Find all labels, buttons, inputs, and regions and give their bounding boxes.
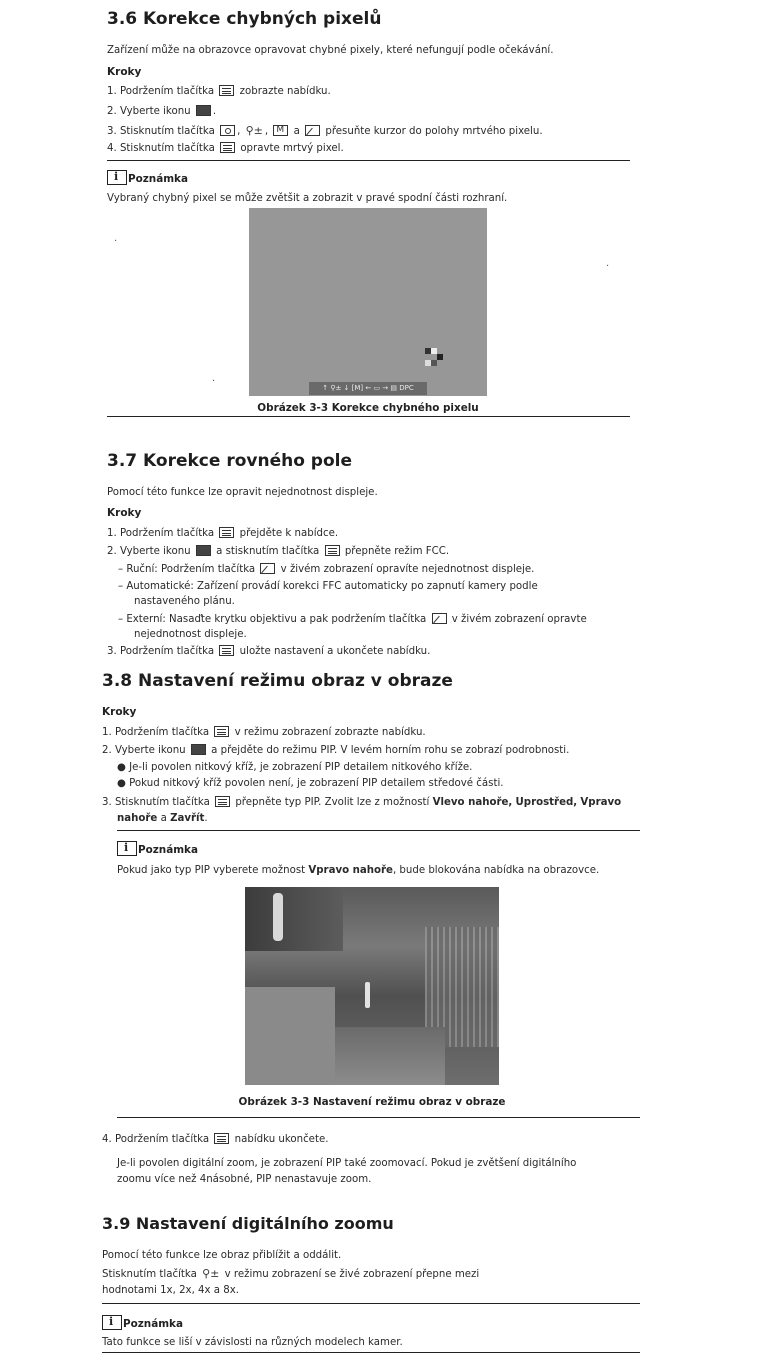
note-header: iPoznámka [102,1312,183,1331]
mode-auto-line1: – Automatické: Zařízení provádí korekci FFC automaticky po zapnutí kamery podle [118,581,538,592]
mode-external: – Externí: Nasaďte krytku objektivu a pak podržením tlačítka v živém zobrazení opravte [118,614,587,625]
divider [117,1117,640,1118]
divider [102,1303,640,1304]
car-shape [245,987,335,1085]
info-icon [117,841,137,856]
edit-button-icon [305,125,320,136]
menu-button-icon [219,85,234,96]
menu-button-icon [220,142,235,153]
divider [107,416,630,417]
zoom-note-line1: Je-li povolen digitální zoom, je zobrazení PIP také zoomovací. Pokud je zvětšení digitálního [117,1158,577,1169]
mode-auto-line2: nastaveného plánu. [134,596,235,607]
edit-button-icon [260,563,275,574]
dead-pixel [437,354,443,360]
steps-label: Kroky [107,66,142,78]
note-text: Pokud jako typ PIP vyberete možnost Vpravo nahoře, bude blokována nabídka na obrazovce. [117,865,600,876]
dpc-screenshot-image [249,208,487,396]
mode-button-icon [273,125,288,136]
section-title-3-6: 3.6 Korekce chybných pixelů [107,9,382,29]
menu-button-icon [214,1133,229,1144]
steps-label: Kroky [107,507,142,519]
person-figure [273,893,283,941]
bullet-1: ● Je-li povolen nitkový kříž, je zobrazení PIP detailem nitkového kříže. [117,762,473,773]
step-3: 3. Stisknutím tlačítka přepněte typ PIP. Zvolit lze z možností Vlevo nahoře, Uprostřed, Vpravo [102,797,622,808]
section-title-3-7: 3.7 Korekce rovného pole [107,451,353,471]
zoom-line: Stisknutím tlačítka ⚲± v režimu zobrazení se živé zobrazení přepne mezi [102,1267,480,1280]
zoom-values-line: hodnotami 1x, 2x, 4x a 8x. [102,1285,240,1296]
step-3: 3. Stisknutím tlačítka , ⚲± , M a přesuňte kurzor do polohy mrtvého pixelu. [107,124,543,138]
zoom-button-icon: ⚲± [245,124,263,137]
step-1: 1. Podržením tlačítka přejděte k nabídce. [107,528,339,539]
step-2: 2. Vyberte ikonu a stisknutím tlačítka přepněte režim FCC. [107,546,450,557]
dead-pixel [431,360,437,366]
step-4: 4. Stisknutím tlačítka opravte mrtvý pixel. [107,143,344,154]
note-header: iPoznámka [107,167,188,186]
step-3-line2: nahoře a Zavřít. [117,813,208,824]
person-figure [365,982,370,1008]
divider [107,160,630,161]
info-icon [107,170,127,185]
note-text: Vybraný chybný pixel se může zvětšit a zobrazit v pravé spodní části rozhraní. [107,193,508,204]
step-1: 1. Podržením tlačítka v režimu zobrazení zobrazte nabídku. [102,727,426,738]
menu-button-icon [215,796,230,807]
step-4: 4. Podržením tlačítka nabídku ukončete. [102,1134,329,1145]
scan-speck: · [212,376,216,387]
menu-button-icon [325,545,340,556]
section-title-3-9: 3.9 Nastavení digitálního zoomu [102,1214,394,1233]
scan-speck: · [606,261,610,272]
mode-manual: – Ruční: Podržením tlačítka v živém zobrazení opravíte nejednotnost displeje. [118,564,535,575]
zoom-note-line2: zoomu více než 4násobné, PIP nenastavuje zoom. [117,1174,372,1185]
figure-caption: Obrázek 3-3 Korekce chybného pixelu [257,402,479,414]
dpc-icon [196,105,211,116]
step-2: 2. Vyberte ikonu . [107,106,217,117]
divider [102,1352,640,1353]
pip-icon [191,744,206,755]
pip-inset-window [245,887,343,951]
menu-button-icon [214,726,229,737]
camera-button-icon [220,125,235,136]
road-shape [335,1027,445,1085]
divider [117,830,640,831]
step-1: 1. Podržením tlačítka zobrazte nabídku. [107,86,331,97]
intro-text: Pomocí této funkce lze obraz přiblížit a oddálit. [102,1250,342,1261]
steps-label: Kroky [102,706,137,718]
step-3: 3. Podržením tlačítka uložte nastavení a ukončete nabídku. [107,646,431,657]
fcc-icon [196,545,211,556]
intro-text: Pomocí této funkce lze opravit nejednotnost displeje. [107,487,378,498]
info-icon [102,1315,122,1330]
pip-thermal-image [245,887,499,1085]
scan-speck: · [114,236,118,247]
edit-button-icon [432,613,447,624]
note-header: iPoznámka [117,838,198,857]
menu-button-icon [219,645,234,656]
zoom-button-icon: ⚲± [202,1267,220,1280]
step-2: 2. Vyberte ikonu a přejděte do režimu PIP. V levém horním rohu se zobrazí podrobnosti. [102,745,570,756]
note-text: Tato funkce se liší v závislosti na různých modelech kamer. [102,1337,403,1348]
bullet-2: ● Pokud nitkový kříž povolen není, je zobrazení PIP detailem středové části. [117,778,504,789]
menu-button-icon [219,527,234,538]
dpc-toolbar: ↑ ⚲± ↓ [M] ← ▭ → ▤ DPC [309,382,427,395]
section-title-3-8: 3.8 Nastavení režimu obraz v obraze [102,671,453,691]
figure-caption: Obrázek 3-3 Nastavení režimu obraz v obraze [238,1096,506,1108]
mode-external-line2: nejednotnost displeje. [134,629,247,640]
intro-text: Zařízení může na obrazovce opravovat chybné pixely, které nefungují podle očekávání. [107,45,554,56]
